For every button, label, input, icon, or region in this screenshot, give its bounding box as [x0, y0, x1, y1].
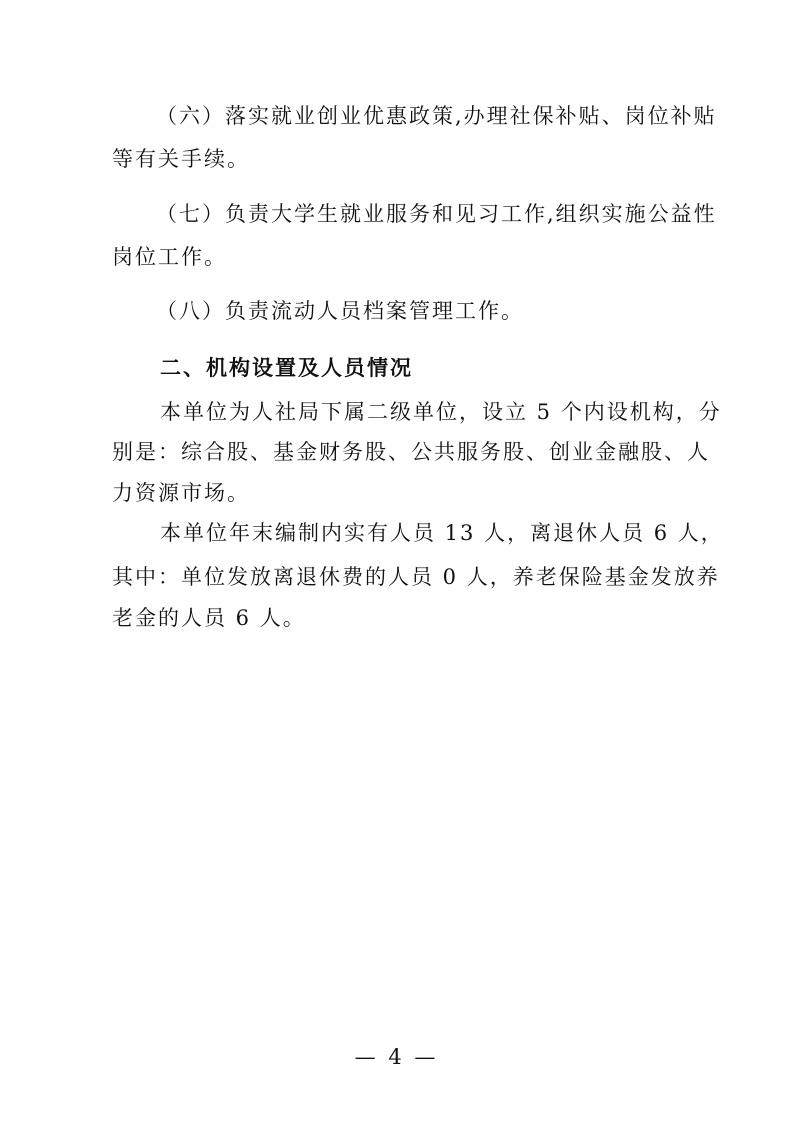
item-seven-line-2: 岗位工作。: [112, 245, 227, 269]
body-paragraph-2-line-2: 其中：单位发放离退休费的人员 0 人，养老保险基金发放养: [112, 565, 720, 589]
body-paragraph-1-line-1: 本单位为人社局下属二级单位，设立 5 个内设机构，分: [160, 400, 722, 424]
item-six-line-2: 等有关手续。: [112, 147, 250, 171]
body-paragraph-1-line-2: 别是：综合股、基金财务股、公共服务股、创业金融股、人: [112, 440, 710, 464]
body-paragraph-2-line-3: 老金的人员 6 人。: [112, 606, 306, 630]
page-number: — 4 —: [354, 1045, 439, 1069]
body-paragraph-2-line-1: 本单位年末编制内实有人员 13 人，离退休人员 6 人，: [160, 521, 724, 545]
item-eight-line: （八）负责流动人员档案管理工作。: [156, 299, 524, 323]
item-six-line-1: （六）落实就业创业优惠政策,办理社保补贴、岗位补贴: [156, 104, 717, 128]
body-paragraph-1-line-3: 力资源市场。: [112, 481, 250, 505]
item-seven-line-1: （七）负责大学生就业服务和见习工作,组织实施公益性: [156, 202, 717, 226]
section-heading: 二、机构设置及人员情况: [160, 356, 413, 380]
